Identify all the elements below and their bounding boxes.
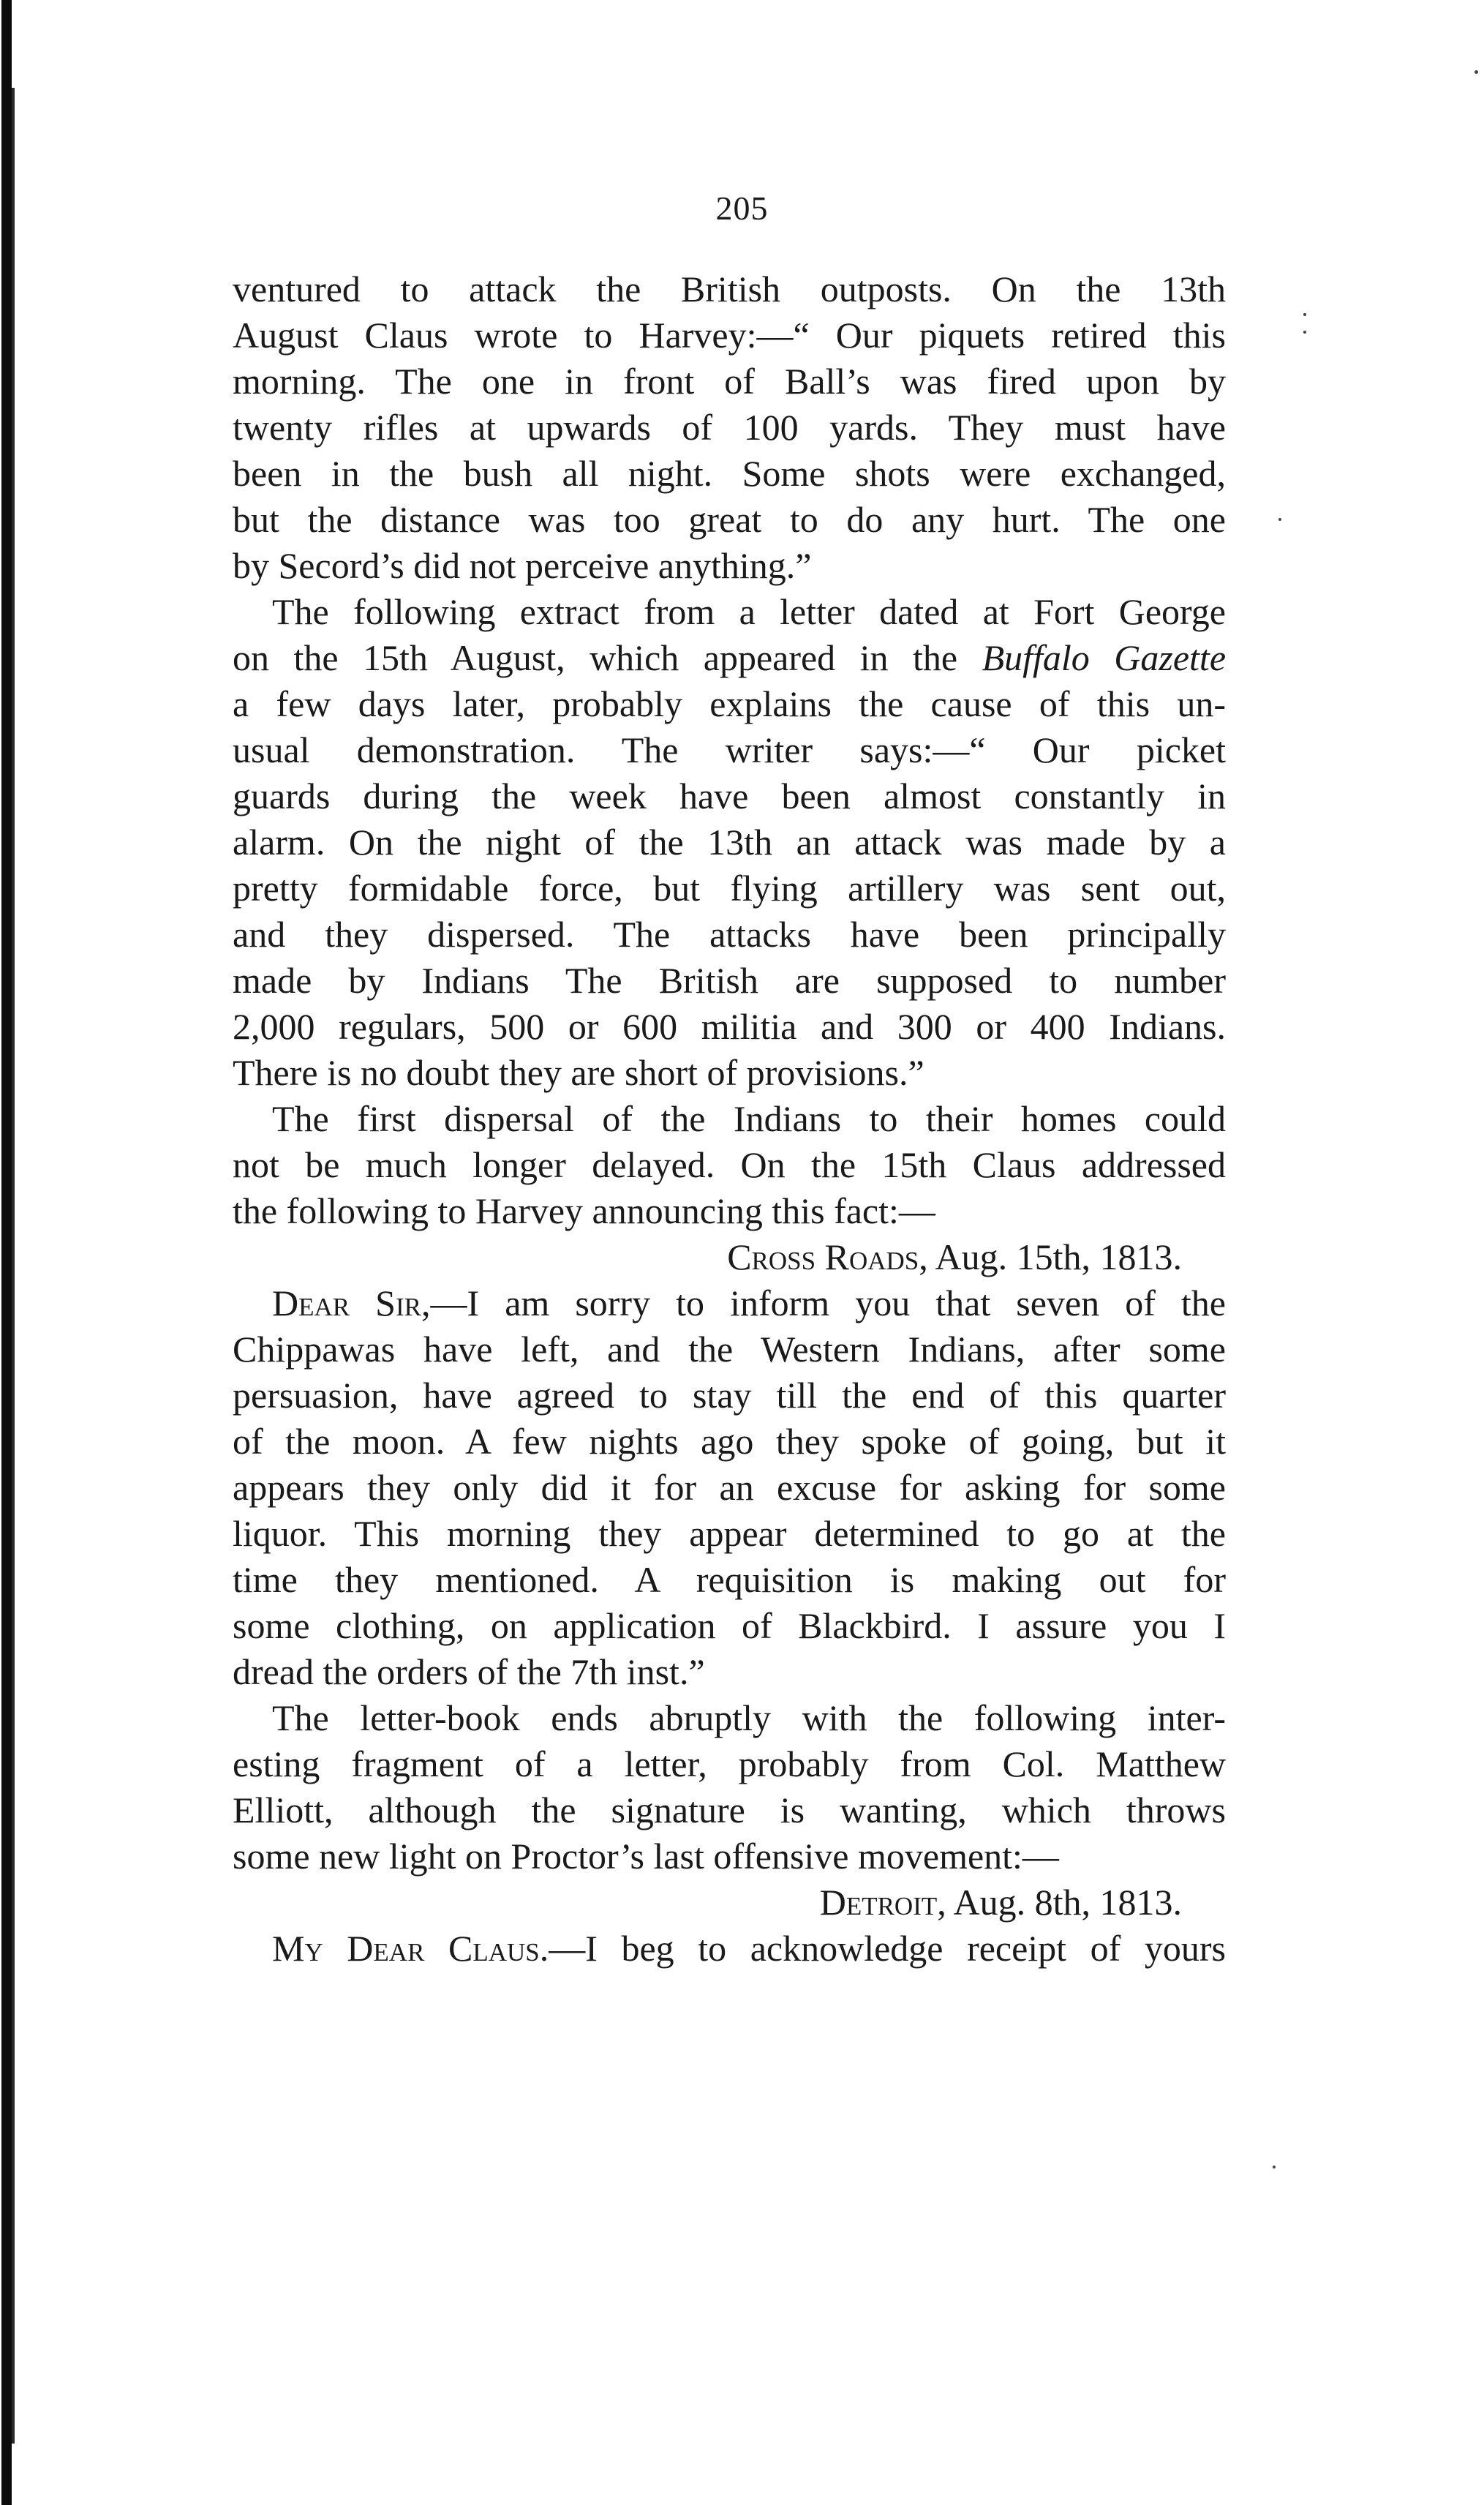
text-line: a few days later, probably explains the cause of this un- <box>233 683 1226 724</box>
page-number: 205 <box>715 189 769 227</box>
text-line: ventured to attack the British outposts. On the 13th <box>233 268 1226 309</box>
text-segment: , Aug. 8th, 1813. <box>937 1882 1182 1923</box>
text-line: alarm. On the night of the 13th an attack was made by a <box>233 822 1226 863</box>
text-line: and they dispersed. The attacks have been principally <box>233 914 1226 955</box>
text-line: There is no doubt they are short of provisions.” <box>233 1052 924 1093</box>
scan-speck <box>1303 313 1306 316</box>
text-line: Elliott, although the signature is wanting, which throws <box>233 1789 1226 1830</box>
text-line: made by Indians The British are supposed to number <box>233 960 1226 1001</box>
text-line: pretty formidable force, but flying artillery was sent out, <box>233 868 1226 909</box>
text-line: The following extract from a letter dated at Fort George <box>272 591 1226 632</box>
scan-speck <box>1273 2166 1276 2168</box>
text-line <box>233 635 1226 681</box>
italic-title: Buffalo Gazette <box>982 637 1227 678</box>
text-line: been in the bush all night. Some shots were exchanged, <box>233 453 1226 494</box>
small-caps-heading: My Dear Claus <box>272 1928 540 1969</box>
text-segment: ,—I am sorry to inform you that seven of the <box>421 1282 1226 1323</box>
text-line: The first dispersal of the Indians to their homes could <box>272 1098 1226 1139</box>
text-line: dread the orders of the 7th inst.” <box>233 1651 705 1692</box>
text-line: time they mentioned. A requisition is making out for <box>233 1559 1226 1600</box>
scan-speck <box>1303 331 1306 334</box>
text-line: usual demonstration. The writer says:—“ Our picket <box>233 729 1226 770</box>
text-line: liquor. This morning they appear determined to go at the <box>233 1513 1226 1554</box>
scan-speck <box>1474 70 1478 74</box>
small-caps-heading: Cross Roads <box>727 1236 919 1277</box>
body-text <box>233 266 1226 1972</box>
text-line: morning. The one in front of Ball’s was fired upon by <box>233 361 1226 402</box>
text-line: The letter-book ends abruptly with the following inter- <box>272 1697 1226 1738</box>
text-line: Chippawas have left, and the Western Indians, after some <box>233 1329 1226 1370</box>
text-line <box>233 1280 1226 1326</box>
text-line: esting fragment of a letter, probably from Col. Matthew <box>233 1743 1226 1784</box>
text-line: by Secord’s did not perceive anything.” <box>233 545 812 586</box>
small-caps-heading: Dear Sir <box>272 1282 421 1323</box>
text-line <box>233 1926 1226 1972</box>
text-line: guards during the week have been almost constantly in <box>233 775 1226 816</box>
text-line: 2,000 regulars, 500 or 600 militia and 300 or 400 Indians. <box>233 1006 1226 1047</box>
page-binding-edge <box>1 0 12 2505</box>
text-segment: .—I beg to acknowledge receipt of yours <box>539 1928 1226 1969</box>
text-line: the following to Harvey announcing this fact:— <box>233 1190 935 1231</box>
page-binding-shadow <box>12 88 15 2444</box>
text-line <box>233 1234 1226 1280</box>
text-line: some clothing, on application of Blackbird. I assure you I <box>233 1605 1226 1646</box>
small-caps-heading: Detroit <box>819 1882 938 1923</box>
text-line: not be much longer delayed. On the 15th Claus addressed <box>233 1144 1226 1185</box>
text-line: some new light on Proctor’s last offensive movement:— <box>233 1836 1059 1877</box>
scan-speck <box>1278 518 1281 521</box>
text-line: August Claus wrote to Harvey:—“ Our piquets retired this <box>233 315 1226 356</box>
text-line: appears they only did it for an excuse for asking for some <box>233 1467 1226 1508</box>
text-line: persuasion, have agreed to stay till the end of this quarter <box>233 1375 1226 1416</box>
text-segment: , Aug. 15th, 1813. <box>919 1236 1182 1277</box>
text-line: twenty rifles at upwards of 100 yards. They must have <box>233 407 1226 448</box>
text-line <box>233 1879 1226 1926</box>
text-line: but the distance was too great to do any hurt. The one <box>233 499 1226 540</box>
text-segment: on the 15th August, which appeared in the <box>233 637 982 678</box>
text-line: of the moon. A few nights ago they spoke of going, but it <box>233 1421 1226 1462</box>
